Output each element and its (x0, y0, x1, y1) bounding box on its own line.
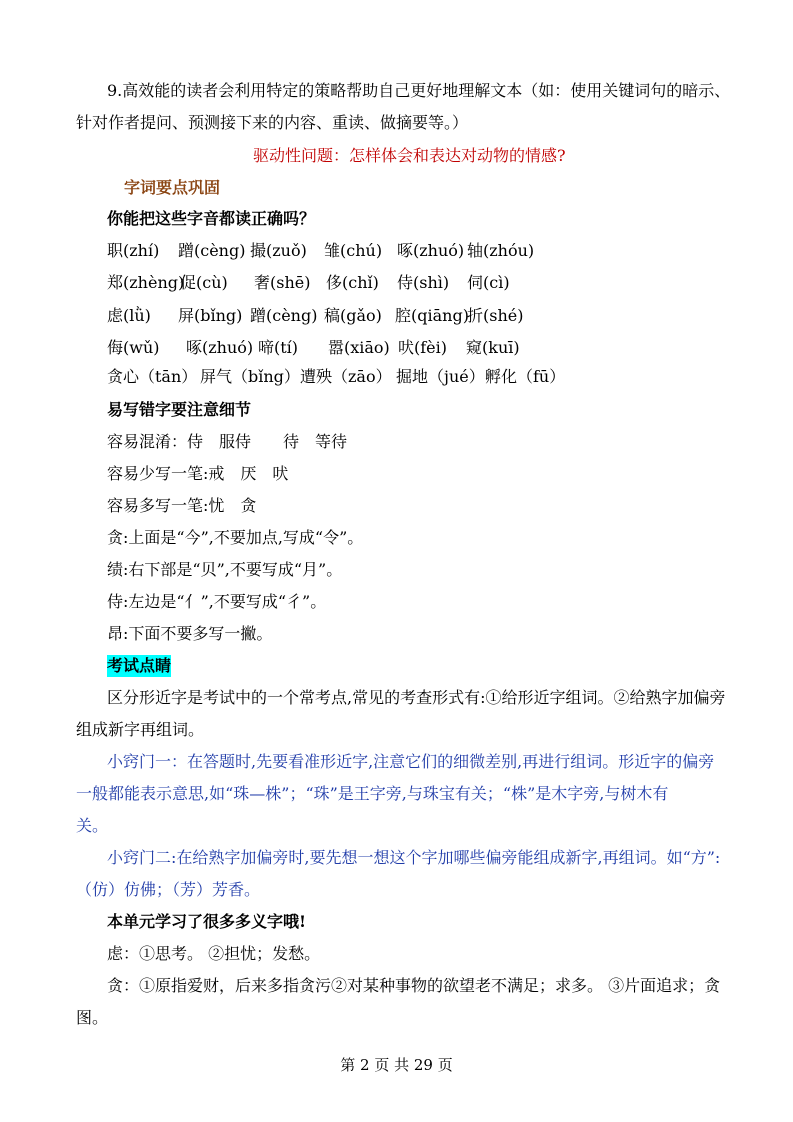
polysemy-title: 本单元学习了很多多义字哦! (107, 912, 307, 931)
pinyin-item: 腔(qiāng) (395, 306, 469, 325)
pinyin-item: 遭殃（zāo） (300, 367, 392, 386)
pinyin-item: 侈(chǐ) (326, 273, 379, 292)
pinyin-row (0, 337, 793, 359)
pinyin-item: 郑(zhèng) (107, 273, 185, 292)
pinyin-item: 轴(zhóu) (467, 241, 535, 260)
spelling-title: 易写错字要注意细节 (107, 400, 252, 419)
pinyin-item: 屏(bǐng) (178, 306, 243, 325)
pinyin-item: 雏(chú) (324, 241, 383, 260)
pinyin-item: 侍(shì) (397, 273, 450, 292)
exam-paragraph-line-1: 区分形近字是考试中的一个常考点,常见的考查形式有:①给形近字组词。②给熟字加偏旁 (107, 688, 726, 707)
pinyin-item: 啄(zhuó) (186, 338, 254, 357)
polysemy-line-1: 虑：①思考。 ②担忧；发愁。 (107, 944, 321, 963)
spelling-line: 贪:上面是“今”,不要加点,写成“令”。 (107, 528, 364, 547)
spelling-line: 容易多写一笔:忧 贪 (107, 496, 257, 515)
pinyin-item: 孵化（fū） (485, 367, 566, 386)
spelling-line: 容易混淆：侍 服侍 待 等待 (107, 432, 348, 451)
pinyin-item: 贪心（tān） (107, 367, 198, 386)
pinyin-item: 稿(gǎo) (324, 306, 382, 325)
intro-line-1: 9.高效能的读者会利用特定的策略帮助自己更好地理解文本（如：使用关键词句的暗示、 (107, 81, 731, 100)
pinyin-item: 屏气（bǐng） (200, 367, 300, 386)
pinyin-row (0, 366, 793, 388)
spelling-line: 容易少写一笔:戒 厌 吠 (107, 464, 289, 483)
spelling-line: 侍:左边是“亻”,不要写成“彳”。 (107, 592, 327, 611)
pinyin-item: 撮(zuǒ) (250, 241, 307, 260)
pinyin-item: 侮(wǔ) (107, 338, 160, 357)
pinyin-item: 吠(fèi) (398, 338, 447, 357)
exam-title: 考试点睛 (107, 656, 172, 675)
driving-question: 驱动性问题：怎样体会和表达对动物的情感? (253, 146, 566, 165)
tip-one-line-1: 小窍门一：在答题时,先要看准形近字,注意它们的细微差别,再进行组词。形近字的偏旁 (107, 752, 715, 771)
pinyin-item: 蹭(cèng) (178, 241, 246, 260)
pinyin-item: 虑(lǜ) (107, 306, 151, 325)
pinyin-item: 嚣(xiāo) (328, 338, 390, 357)
exam-paragraph-line-2: 组成新字再组词。 (76, 720, 205, 739)
spelling-line: 绩:右下部是“贝”,不要写成“月”。 (107, 560, 343, 579)
intro-line-2: 针对作者提问、预测接下来的内容、重读、做摘要等。） (76, 113, 469, 132)
pinyin-item: 折(shé) (467, 306, 524, 325)
pinyin-row (0, 305, 793, 327)
pinyin-item: 职(zhí) (107, 241, 160, 260)
pinyin-item: 掘地（jué） (396, 367, 485, 386)
pinyin-row (0, 272, 793, 294)
pinyin-item: 奢(shē) (254, 273, 311, 292)
pinyin-item: 啼(tí) (258, 338, 299, 357)
spelling-line: 昂:下面不要多写一撇。 (107, 624, 273, 643)
pinyin-item: 啄(zhuó) (397, 241, 465, 260)
pinyin-item: 蹭(cèng) (250, 306, 318, 325)
pinyin-item: 伺(cì) (467, 273, 510, 292)
pinyin-row (0, 240, 793, 262)
tip-two-line-2: （仿）仿佛；（芳）芳香。 (76, 880, 261, 899)
tip-two-line-1: 小窍门二:在给熟字加偏旁时,要先想一想这个字加哪些偏旁能组成新字,再组词。如“方”: (107, 848, 721, 867)
polysemy-line-3: 图。 (76, 1008, 109, 1027)
page-footer: 第 2 页 共 29 页 (340, 1056, 453, 1074)
polysemy-line-2: 贪：①原指爱财，后来多指贪污②对某种事物的欲望老不满足；求多。 ③片面追求；贪 (107, 976, 721, 995)
pinyin-item: 促(cù) (180, 273, 228, 292)
pinyin-item: 窥(kuī) (466, 338, 520, 357)
section-title-vocab: 字词要点巩固 (124, 178, 221, 197)
pronunciation-title: 你能把这些字音都读正确吗？ (107, 209, 316, 228)
tip-one-line-3: 关。 (76, 816, 109, 835)
tip-one-line-2: 一般都能表示意思,如“珠—株”；“珠”是王字旁,与珠宝有关；“株”是木字旁,与树木有 (76, 784, 669, 803)
